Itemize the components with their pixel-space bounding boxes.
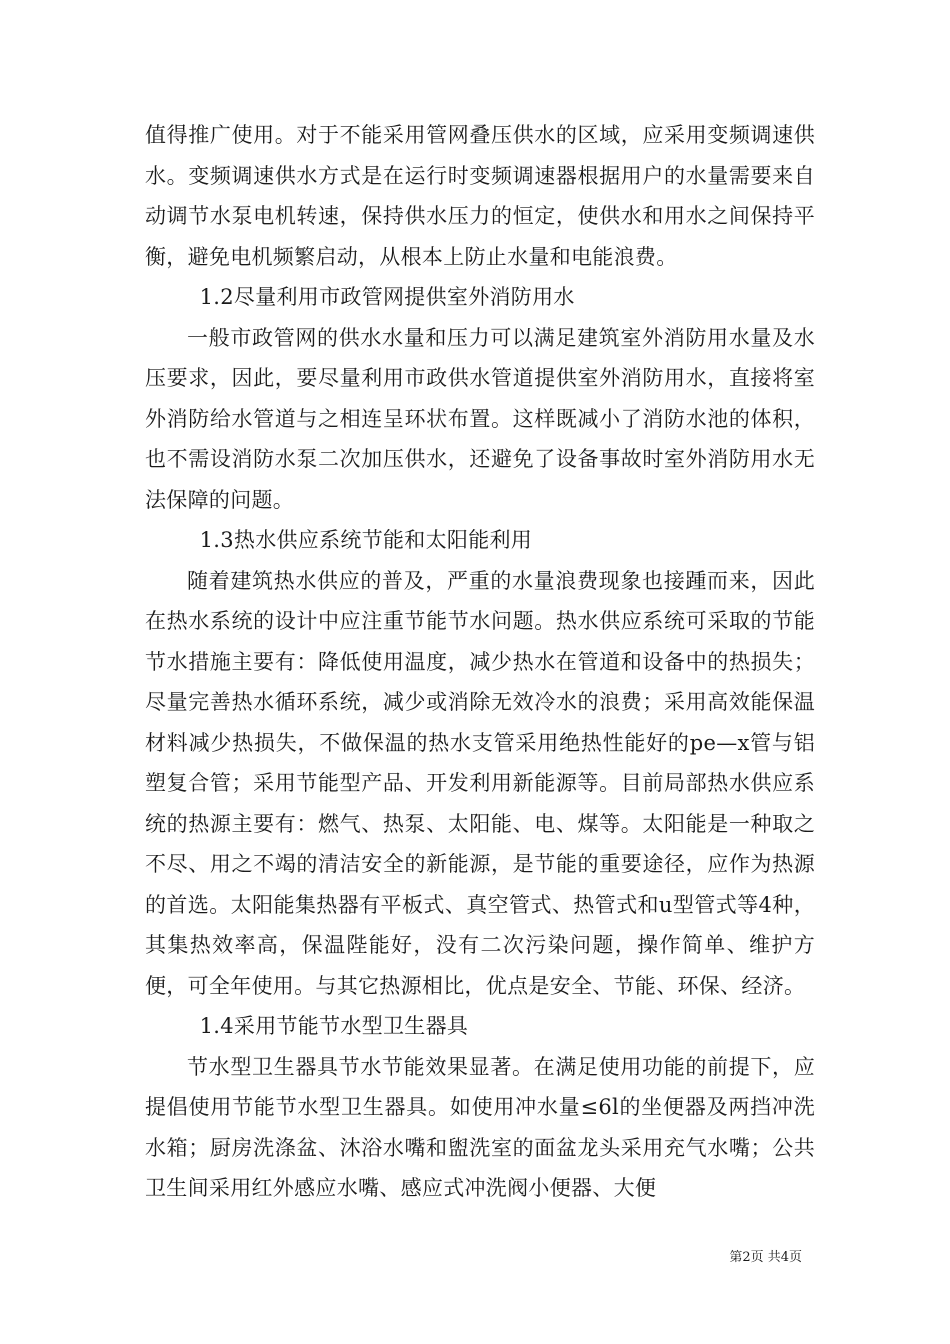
- body-paragraph: 值得推广使用。对于不能采用管网叠压供水的区域，应采用变频调速供水。变频调速供水方式是在运行时变频调速器根据用户的水量需要来自动调节水泵电机转速，保持供水压力的恒定，使供水和用水之间保持平衡，避免电机频繁启动，从根本上防止水量和电能浪费。: [145, 123, 815, 269]
- body-paragraph: 一般市政管网的供水水量和压力可以满足建筑室外消防用水量及水压要求，因此，要尽量利用市政供水管道提供室外消防用水，直接将室外消防给水管道与之相连呈环状布置。这样既减小了消防水池的体积，也不需设消防水泵二次加压供水，还避免了设备事故时室外消防用水无法保障的问题。: [145, 325, 815, 512]
- section-heading: 1.3热水供应系统节能和太阳能利用: [199, 528, 533, 552]
- section-heading: 1.4采用节能节水型卫生器具: [199, 1014, 469, 1038]
- section-heading: 1.2尽量利用市政管网提供室外消防用水: [199, 285, 575, 309]
- body-paragraph: 节水型卫生器具节水节能效果显著。在满足使用功能的前提下，应提倡使用节能节水型卫生器具。如使用冲水量≤6l的坐便器及两挡冲洗水箱；厨房洗涤盆、沐浴水嘴和盥洗室的面盆龙头采用充气水嘴；公共卫生间采用红外感应水嘴、感应式冲洗阀小便器、大便: [145, 1054, 815, 1200]
- document-body: [145, 115, 815, 1209]
- page-number-footer: 第2页 共4页: [729, 1250, 802, 1265]
- body-paragraph: 随着建筑热水供应的普及，严重的水量浪费现象也接踵而来，因此在热水系统的设计中应注重节能节水问题。热水供应系统可采取的节能节水措施主要有：降低使用温度，减少热水在管道和设备中的热损失；尽量完善热水循环系统，减少或消除无效冷水的浪费；采用高效能保温材料减少热损失，不做保温的热水支管采用绝热性能好的pe—x管与铝塑复合管；采用节能型产品、开发利用新能源等。目前局部热水供应系统的热源主要有：燃气、热泵、太阳能、电、煤等。太阳能是一种取之不尽、用之不竭的清洁安全的新能源，是节能的重要途径，应作为热源的首选。太阳能集热器有平板式、真空管式、热管式和u型管式等4种，其集热效率高，保温陛能好，没有二次污染问题，操作简单、维护方便，可全年使用。与其它热源相比，优点是安全、节能、环保、经济。: [145, 568, 815, 998]
